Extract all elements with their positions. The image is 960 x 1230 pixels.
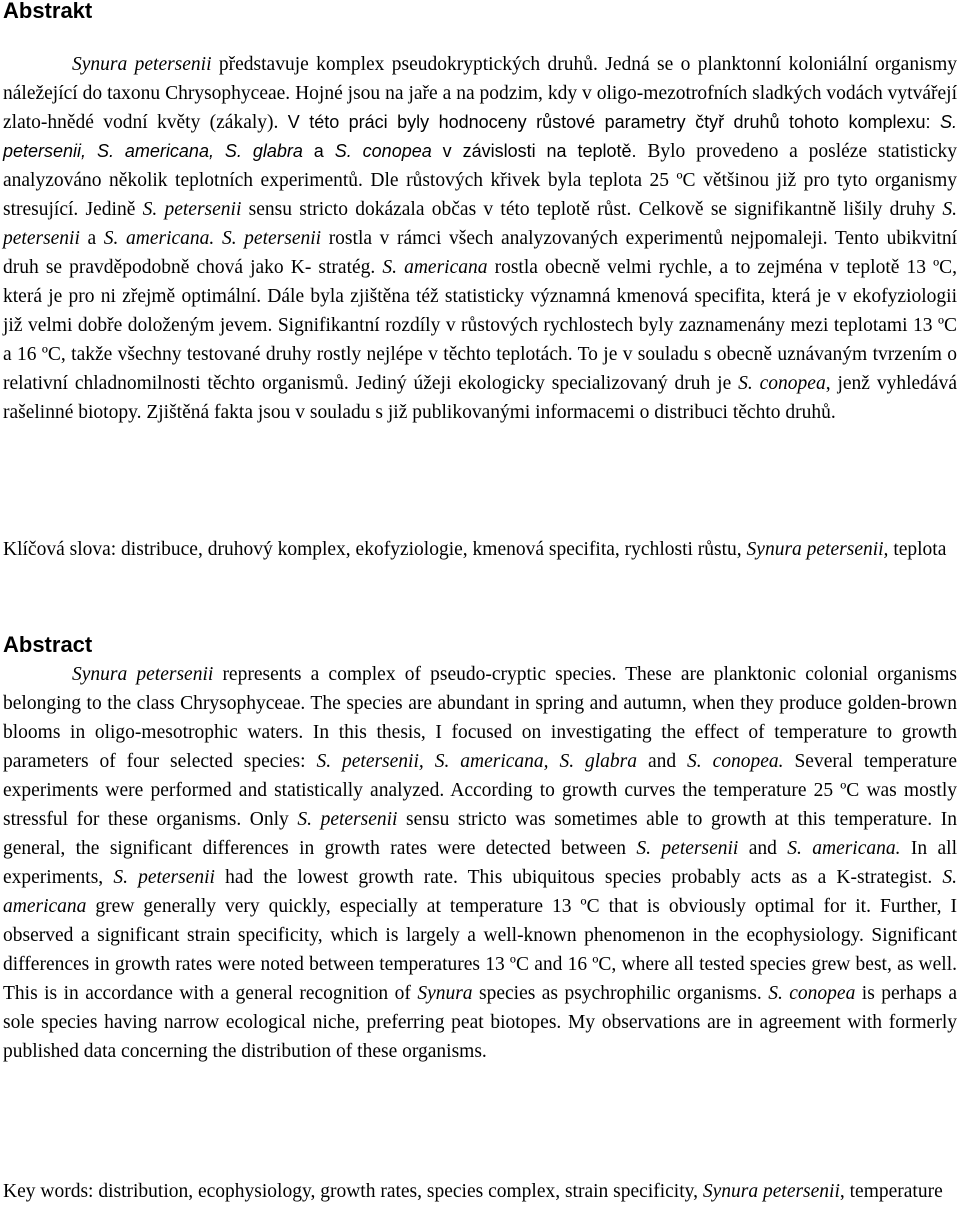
text-run: and [738,838,788,859]
english-abstract-paragraph [3,660,957,1066]
text-run: Klíčová slova: distribuce, druhový komplex, ekofyziologie, kmenová specifita, rychlosti růstu, [3,539,747,560]
english-abstract-heading: Abstract [3,632,93,657]
text-run: V této práci byly hodnoceny růstové parametry čtyř druhů tohoto komplexu: [287,112,940,132]
text-run: rostla obecně velmi rychle, a to zejména v teplotě 13 ºC, která je pro ni zřejmě optimální. Dále byla zjištěna též statisticky významná kmenová specifita, která je v ekofyziologii již velmi dobře doloženým jevem. Signifikantní rozdíly v růstových rychlostech byly zaznamenány mezi teplotami 13 ºC a 16 ºC, takže všechny testované druhy rostly nejlépe v těchto teplotách. To je v souladu s obecně uznávaným tvrzením o relativní chladnomilnosti těchto organismů. Jediný úžeji ekologicky specializovaný druh je [3,257,958,394]
text-run: S. conopea [738,373,826,394]
text-run: S. petersenii [3,199,958,249]
text-run: S. petersenii, S. americana, S. glabra [316,751,638,772]
text-run: S. petersenii [113,867,215,888]
text-run [214,228,222,249]
text-run: In all experiments, [3,838,957,888]
text-run: S. conopea. [687,751,784,772]
text-run: S. conopea [768,983,856,1004]
text-run: Synura petersenii [702,1181,840,1202]
czech-abstract-heading: Abstrakt [3,0,93,23]
text-run: Synura petersenii [72,664,214,685]
text-run: Synura petersenii, [746,539,889,560]
text-run: is perhaps a sole species having narrow ecological niche, preferring peat biotopes. My observations are in agreement with formerly published data concerning the distribution of these organisms. [3,983,957,1062]
text-run: Key words: distribution, ecophysiology, growth rates, species complex, strain specificity, [3,1181,703,1202]
text-run: v závislosti na teplotě. [431,141,637,161]
text-run: rostla v rámci všech analyzovaných experimentů nejpomaleji. Tento ubikvitní druh se pravděpodobně chová jako K- stratég. [3,228,957,278]
text-run: S. americana [3,867,957,917]
text-run: S. americana. [103,228,215,249]
text-run: sensu stricto dokázala občas v této teplotě růst. Celkově se signifikantně lišily druhy [241,199,943,220]
text-run: a [79,228,104,249]
text-run: grew generally very quickly, especially at temperature 13 ºC that is obviously optimal for it. Further, I observed a significant strain specificity, which is largely a well-known phenomenon in the ecophysiology. Significant differences in growth rates were noted between temperatures 13 ºC and 16 ºC, where all tested species grew best, as well. This is in accordance with a general recognition of [3,896,957,1004]
text-run: Bylo provedeno a posléze statisticky analyzováno několik teplotních experimentů. Dle růstových křivek byla teplota 25 ºC většinou již pro tyto organismy stresující. Jedině [3,141,957,220]
text-run: Several temperature experiments were performed and statistically analyzed. According to growth curves the temperature 25 ºC was mostly stressful for these organisms. Only [3,751,957,830]
text-run: S. conopea [334,141,432,161]
text-run: Synura petersenii [72,54,212,75]
czech-abstract-paragraph [3,50,957,427]
text-run: S. petersenii [297,809,398,830]
text-run: Synura [417,983,473,1004]
text-run: teplota [888,539,947,560]
text-run: , jenž vyhledává rašelinné biotopy. Zjištěná fakta jsou v souladu s již publikovanými informacemi o distribuci těchto druhů. [3,373,957,423]
text-run: S. petersenii, S. americana, S. glabra [3,112,957,161]
text-run: představuje komplex pseudokryptických druhů. Jedná se o planktonní koloniální organismy náležející do taxonu Chrysophyceae. Hojné jsou na jaře a na podzim, kdy v oligo-mezotrofních sladkých vodách vytvářejí zlato-hnědé vodní květy (zákaly). [3,54,957,133]
text-run: , temperature [839,1181,943,1202]
czech-keywords-paragraph [3,535,957,564]
text-run: and [637,751,688,772]
text-run: S. petersenii [636,838,739,859]
text-run: had the lowest growth rate. This ubiquitous species probably acts as a K-strategist. [214,867,943,888]
text-run: S. americana. [787,838,901,859]
text-run: sensu stricto was sometimes able to growth at this temperature. In general, the significant differences in growth rates were detected between [3,809,957,859]
text-run: a [302,141,335,161]
text-run: represents a complex of pseudo-cryptic species. These are planktonic colonial organisms belonging to the class Chrysophyceae. The species are abundant in spring and autumn, when they produce golden-brown blooms in oligo-mesotrophic waters. In this thesis, I focused on investigating the effect of temperature to growth parameters of four selected species: [3,664,958,772]
text-run: S. petersenii [221,228,322,249]
text-run: species as psychrophilic organisms. [472,983,769,1004]
english-keywords-paragraph [3,1177,957,1206]
text-run: S. petersenii [142,199,242,220]
text-run: S. americana [382,257,488,278]
